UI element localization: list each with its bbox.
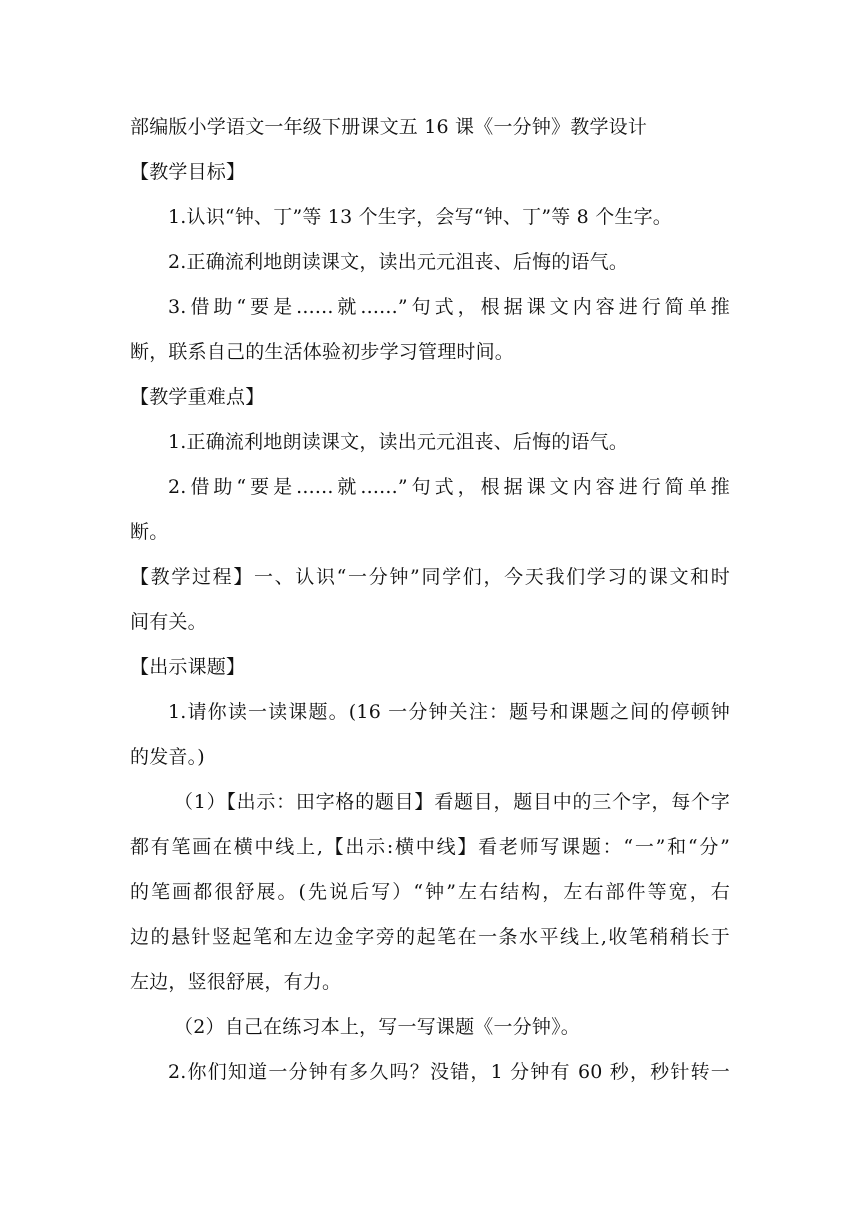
- text-line: 边的悬针竖起笔和左边金字旁的起笔在一条水平线上,收笔稍稍长于: [130, 926, 730, 948]
- document-title: 部编版小学语文一年级下册课文五 16 课《一分钟》教学设计: [130, 116, 648, 138]
- text-line: 1.正确流利地朗读课文，读出元元沮丧、后悔的语气。: [168, 431, 629, 453]
- text-line: 【出示课题】: [130, 656, 246, 678]
- text-line: （1）【出示：田字格的题目】看题目，题目中的三个字，每个字: [174, 791, 730, 813]
- text-line: 都有笔画在横中线上,【出示:横中线】看老师写课题：“一”和“分”: [130, 836, 730, 858]
- document-page: [130, 112, 730, 1102]
- text-line: 2.正确流利地朗读课文，读出元元沮丧、后悔的语气。: [168, 251, 629, 273]
- text-line: 的发音。): [130, 746, 205, 768]
- text-line: 的笔画都很舒展。(先说后写）“钟”左右结构，左右部件等宽，右: [130, 881, 730, 903]
- text-line: 间有关。: [130, 611, 207, 633]
- text-line: 左边，竖很舒展，有力。: [130, 971, 342, 993]
- text-line: 2.你们知道一分钟有多久吗？没错，1 分钟有 60 秒，秒针转一: [168, 1061, 730, 1083]
- document-body: [130, 157, 730, 1087]
- text-line: （2）自己在练习本上，写一写课题《一分钟》。: [174, 1016, 580, 1038]
- text-line: 【教学重难点】: [130, 386, 265, 408]
- text-line: 断。: [130, 521, 169, 543]
- text-line: 【教学过程】一、认识“一分钟”同学们，今天我们学习的课文和时: [130, 566, 730, 588]
- text-line: 2.借助“要是......就......”句式，根据课文内容进行简单推: [168, 476, 730, 498]
- text-line: 3.借助“要是......就......”句式，根据课文内容进行简单推: [168, 296, 730, 318]
- text-line: 【教学目标】: [130, 161, 246, 183]
- text-line: 1.认识“钟、丁”等 13 个生字，会写“钟、丁”等 8 个生字。: [168, 206, 673, 228]
- text-line: 断，联系自己的生活体验初步学习管理时间。: [130, 341, 515, 363]
- text-line: 1.请你读一读课题。(16 一分钟关注：题号和课题之间的停顿钟: [168, 701, 730, 723]
